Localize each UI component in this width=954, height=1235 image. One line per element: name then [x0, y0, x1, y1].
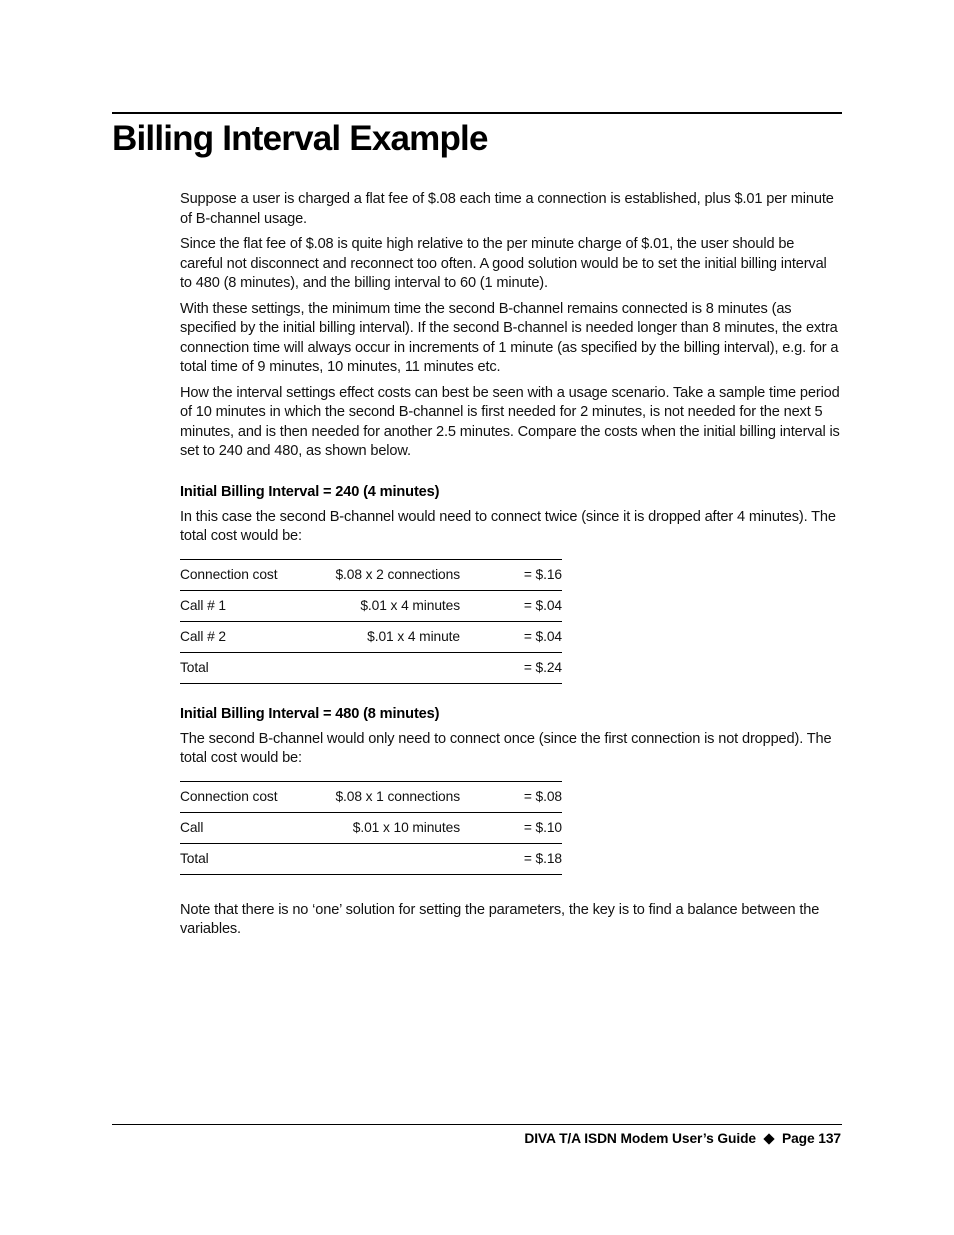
table-row	[180, 559, 562, 590]
table-row	[180, 590, 562, 621]
row-label: Total	[180, 843, 310, 874]
row-label: Connection cost	[180, 781, 310, 812]
cost-table-480	[180, 781, 562, 875]
paragraph-recommendation: Since the flat fee of $.08 is quite high relative to the per minute charge of $.01, the user should be careful not disconnect and reconnect too often. A good solution would be to set the initial billing interval to 480 (8 minutes), and the billing interval to 60 (1 minute).	[180, 236, 827, 291]
table-row	[180, 621, 562, 652]
row-calculation: $.01 x 4 minute	[310, 621, 460, 652]
table-row	[180, 812, 562, 843]
row-total: = $.04	[460, 621, 562, 652]
row-total: = $.08	[460, 781, 562, 812]
section-heading-480: Initial Billing Interval = 480 (8 minutes)	[180, 705, 440, 722]
row-calculation: $.08 x 2 connections	[310, 559, 460, 590]
row-calculation: $.01 x 4 minutes	[310, 590, 460, 621]
main-content	[180, 190, 840, 946]
table-row	[180, 843, 562, 874]
row-total: = $.10	[460, 812, 562, 843]
row-total: = $.24	[460, 652, 562, 683]
row-calculation	[310, 843, 460, 874]
table-row	[180, 781, 562, 812]
section-intro-240: In this case the second B-channel would need to connect twice (since it is dropped after 4 minutes). The total cost would be:	[180, 508, 836, 544]
row-label: Call # 2	[180, 621, 310, 652]
footer-page-number: Page 137	[781, 1131, 841, 1146]
paragraph-note: Note that there is no ‘one’ solution for setting the parameters, the key is to find a balance between the variables.	[180, 901, 820, 937]
section-heading-240: Initial Billing Interval = 240 (4 minutes)	[180, 483, 440, 500]
paragraph-scenario: How the interval settings effect costs can best be seen with a usage scenario. Take a sample time period of 10 minutes in which the second B-channel is first needed for 2 minutes, is not needed for the next 5 minutes, and is then needed for another 2.5 minutes. Compare the costs when the initial billing interval is set to 240 and 480, as shown below.	[180, 384, 840, 459]
row-total: = $.16	[460, 559, 562, 590]
row-label: Total	[180, 652, 310, 683]
diamond-icon	[763, 1133, 774, 1144]
row-label: Connection cost	[180, 559, 310, 590]
footer-rule	[112, 1124, 842, 1125]
paragraph-minimum-time: With these settings, the minimum time the second B-channel remains connected is 8 minutes (as specified by the initial billing interval). If the second B-channel is needed longer than 8 minutes, the extra connection time will always occur in increments of 1 minute (as specified by the billing interval), e.g. for a total time of 9 minutes, 10 minutes, 11 minutes etc.	[180, 300, 839, 375]
cost-table-240	[180, 559, 562, 684]
page-footer	[524, 1131, 841, 1146]
row-label: Call # 1	[180, 590, 310, 621]
section-intro-480: The second B-channel would only need to connect once (since the first connection is not dropped). The total cost would be:	[180, 730, 832, 766]
row-calculation	[310, 652, 460, 683]
page-title: Billing Interval Example	[112, 119, 488, 158]
row-total: = $.18	[460, 843, 562, 874]
row-calculation: $.01 x 10 minutes	[310, 812, 460, 843]
table-row	[180, 652, 562, 683]
row-total: = $.04	[460, 590, 562, 621]
top-rule	[112, 112, 842, 114]
row-calculation: $.08 x 1 connections	[310, 781, 460, 812]
paragraph-fee-intro: Suppose a user is charged a flat fee of $.08 each time a connection is established, plus $.01 per minute of B-channel usage.	[180, 191, 834, 227]
footer-guide-title: DIVA T/A ISDN Modem User’s Guide	[524, 1131, 756, 1146]
row-label: Call	[180, 812, 310, 843]
